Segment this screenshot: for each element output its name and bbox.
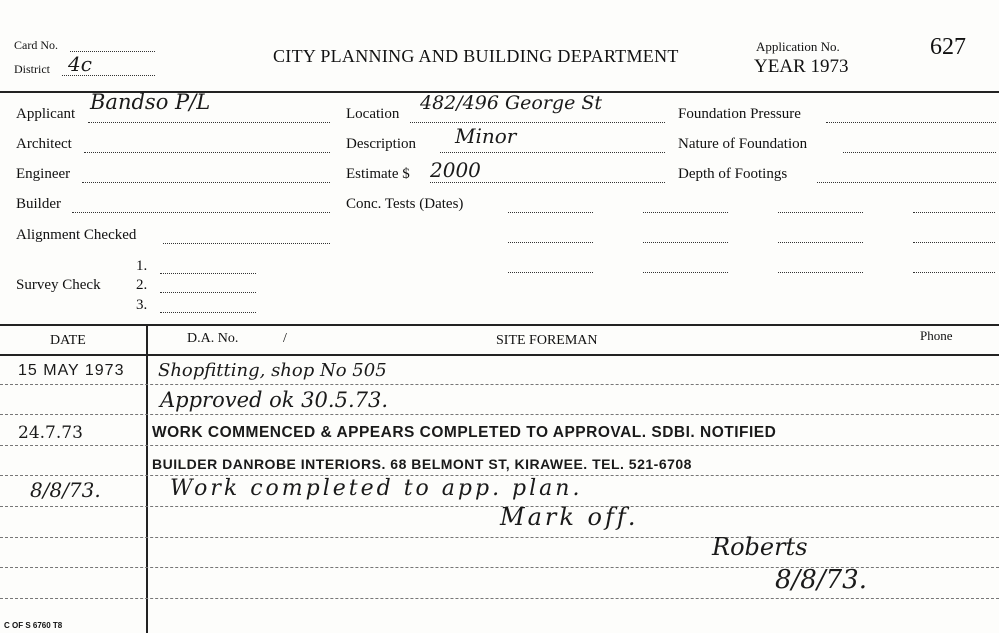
log-entry-text: BUILDER DANROBE INTERIORS. 68 BELMONT ST, KIRAWEE. TEL. 521-6708: [152, 456, 692, 472]
applicant-label: Applicant: [16, 106, 76, 122]
log-entry-text: 8/8/73.: [775, 565, 867, 595]
foundation-pressure-label: Foundation Pressure: [678, 106, 801, 122]
depth-footings-label: Depth of Footings: [678, 166, 788, 182]
card-no-label: Card No.: [14, 38, 58, 52]
log-date-stamp: 15 MAY 1973: [18, 362, 125, 379]
conc-date-line: [508, 242, 593, 243]
location-line: [410, 122, 665, 123]
survey-1-line: [160, 273, 256, 274]
estimate-value: 2000: [430, 158, 481, 182]
estimate-line: [430, 182, 665, 183]
description-value: Minor: [455, 124, 517, 148]
log-date: 24.7.73: [18, 423, 83, 443]
application-number: 627: [930, 34, 966, 60]
conc-date-line: [778, 212, 863, 213]
log-row-line: [0, 414, 999, 415]
alignment-line: [163, 243, 330, 244]
conc-date-line: [913, 212, 995, 213]
log-row-line: [0, 537, 999, 538]
conc-date-line: [643, 272, 728, 273]
log-date: 8/8/73.: [30, 478, 101, 502]
log-entry-text: Work completed to app. plan.: [170, 476, 583, 501]
estimate-label: Estimate $: [346, 166, 410, 182]
log-header-rule: [0, 354, 999, 356]
survey-2-line: [160, 292, 256, 293]
engineer-line: [82, 182, 330, 183]
conc-date-line: [643, 242, 728, 243]
log-entry-text: Approved ok 30.5.73.: [160, 388, 389, 412]
log-row-line: [0, 598, 999, 599]
location-value: 482/496 George St: [420, 92, 603, 114]
conc-date-line: [778, 272, 863, 273]
district-value: 4c: [68, 52, 92, 76]
form-code: C OF S 6760 T8: [4, 621, 63, 630]
conc-tests-label: Conc. Tests (Dates): [346, 196, 464, 212]
district-label: District: [14, 62, 50, 76]
survey-3: 3.: [136, 297, 148, 313]
date-header: DATE: [50, 333, 86, 348]
applicant-value: Bandso P/L: [90, 90, 211, 114]
log-top-rule: [0, 324, 999, 326]
site-foreman-header: SITE FOREMAN: [496, 333, 598, 348]
alignment-label: Alignment Checked: [16, 227, 137, 243]
conc-date-line: [508, 212, 593, 213]
survey-1: 1.: [136, 258, 148, 274]
da-header: D.A. No.: [187, 331, 239, 346]
da-slash: /: [283, 331, 287, 346]
conc-date-line: [913, 272, 995, 273]
log-row-line: [0, 384, 999, 385]
nature-foundation-line: [843, 152, 996, 153]
applicant-line: [88, 122, 330, 123]
phone-header: Phone: [920, 328, 953, 343]
survey-3-line: [160, 312, 256, 313]
engineer-label: Engineer: [16, 166, 71, 182]
description-label: Description: [346, 136, 416, 152]
survey-2: 2.: [136, 277, 148, 293]
conc-date-line: [643, 212, 728, 213]
depth-footings-line: [817, 182, 996, 183]
builder-label: Builder: [16, 196, 61, 212]
date-column-divider: [146, 324, 148, 633]
architect-label: Architect: [16, 136, 72, 152]
description-line: [440, 152, 665, 153]
log-entry-text: WORK COMMENCED & APPEARS COMPLETED TO APPROVAL. SDBI. NOTIFIED: [152, 424, 777, 441]
conc-date-line: [913, 242, 995, 243]
foundation-pressure-line: [826, 122, 996, 123]
conc-date-line: [508, 272, 593, 273]
log-row-line: [0, 445, 999, 446]
location-label: Location: [346, 106, 400, 122]
nature-foundation-label: Nature of Foundation: [678, 136, 808, 152]
survey-label: Survey Check: [16, 277, 101, 293]
log-entry-text: Mark off.: [500, 503, 639, 531]
log-entry-text: Shopfitting, shop No 505: [158, 360, 387, 381]
builder-line: [72, 212, 330, 213]
architect-line: [84, 152, 330, 153]
department-title: CITY PLANNING AND BUILDING DEPARTMENT: [273, 46, 679, 66]
conc-date-line: [778, 242, 863, 243]
application-label: Application No.: [756, 39, 840, 54]
inspector-signature: Roberts: [712, 533, 808, 561]
year-label: YEAR 1973: [754, 56, 849, 77]
